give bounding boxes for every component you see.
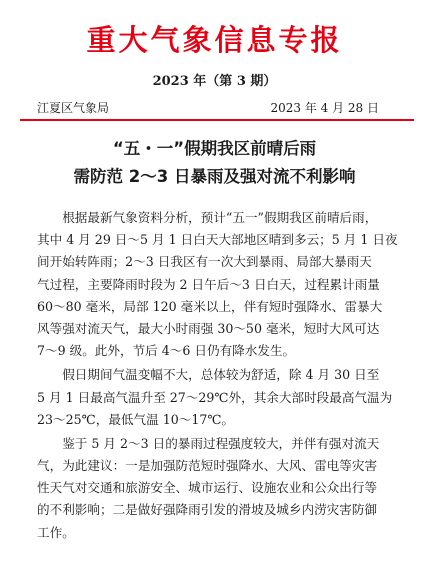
red-divider xyxy=(20,119,414,121)
text-line: 7～9 级。此外，节后 4～6 日仍有降水发生。 xyxy=(37,343,296,359)
text-line: 假日期间气温变幅不大，总体较为舒适，除 4 月 30 日至 xyxy=(37,367,380,383)
text-line: 的不利影响；二是做好强降雨引发的滑坡及城乡内涝灾害防御 xyxy=(37,502,378,518)
masthead-title: 重大气象信息专报 xyxy=(86,23,343,57)
report-body xyxy=(37,207,401,544)
text-line: 其中 4 月 29 日～5 月 1 日白天大部地区晴到多云；5 月 1 日夜 xyxy=(37,232,398,248)
issue-date: 2023 年 4 月 28 日 xyxy=(270,101,379,115)
paragraph-temperature xyxy=(37,364,401,431)
text-line: 23～25℃，最低气温 10～17℃。 xyxy=(37,411,235,427)
headline-line-2: 需防范 2～3 日暴雨及强对流不利影响 xyxy=(73,167,356,186)
text-line: 气，为此建议：一是加强防范短时强降水、大风、雷电等灾害 xyxy=(37,458,378,474)
paragraph-advice xyxy=(37,433,401,544)
headline-line-1: “五・一”假期我区前晴后雨 xyxy=(112,139,317,158)
paragraph-forecast xyxy=(37,207,401,362)
text-line: 气过程，主要降雨时段为 2 日午后～3 日白天，过程累计雨量 xyxy=(37,276,380,292)
text-line: 60～80 毫米，局部 120 毫米以上，伴有短时强降水、雷暴大 xyxy=(37,298,383,314)
text-line: 性天气对交通和旅游安全、城市运行、设施农业和公众出行等 xyxy=(37,480,378,496)
text-line: 间开始转阵雨；2～3 日我区有一次大到暴雨、局部大暴雨天 xyxy=(37,254,372,270)
text-line: 根据最新气象资料分析，预计“五一”假期我区前晴后雨， xyxy=(37,210,378,225)
text-line: 工作。 xyxy=(37,524,75,540)
text-line: 5 月 1 日最高气温升至 27～29℃外，其余大部时段最高气温为 xyxy=(37,389,393,405)
issuer-name: 江夏区气象局 xyxy=(37,101,110,115)
text-line: 鉴于 5 月 2～3 日的暴雨过程强度较大，并伴有强对流天 xyxy=(37,435,380,451)
issue-number: 2023 年（第 3 期） xyxy=(152,74,277,89)
text-line: 风等强对流天气，最大小时雨强 30～50 毫米，短时大风可达 xyxy=(37,320,380,336)
